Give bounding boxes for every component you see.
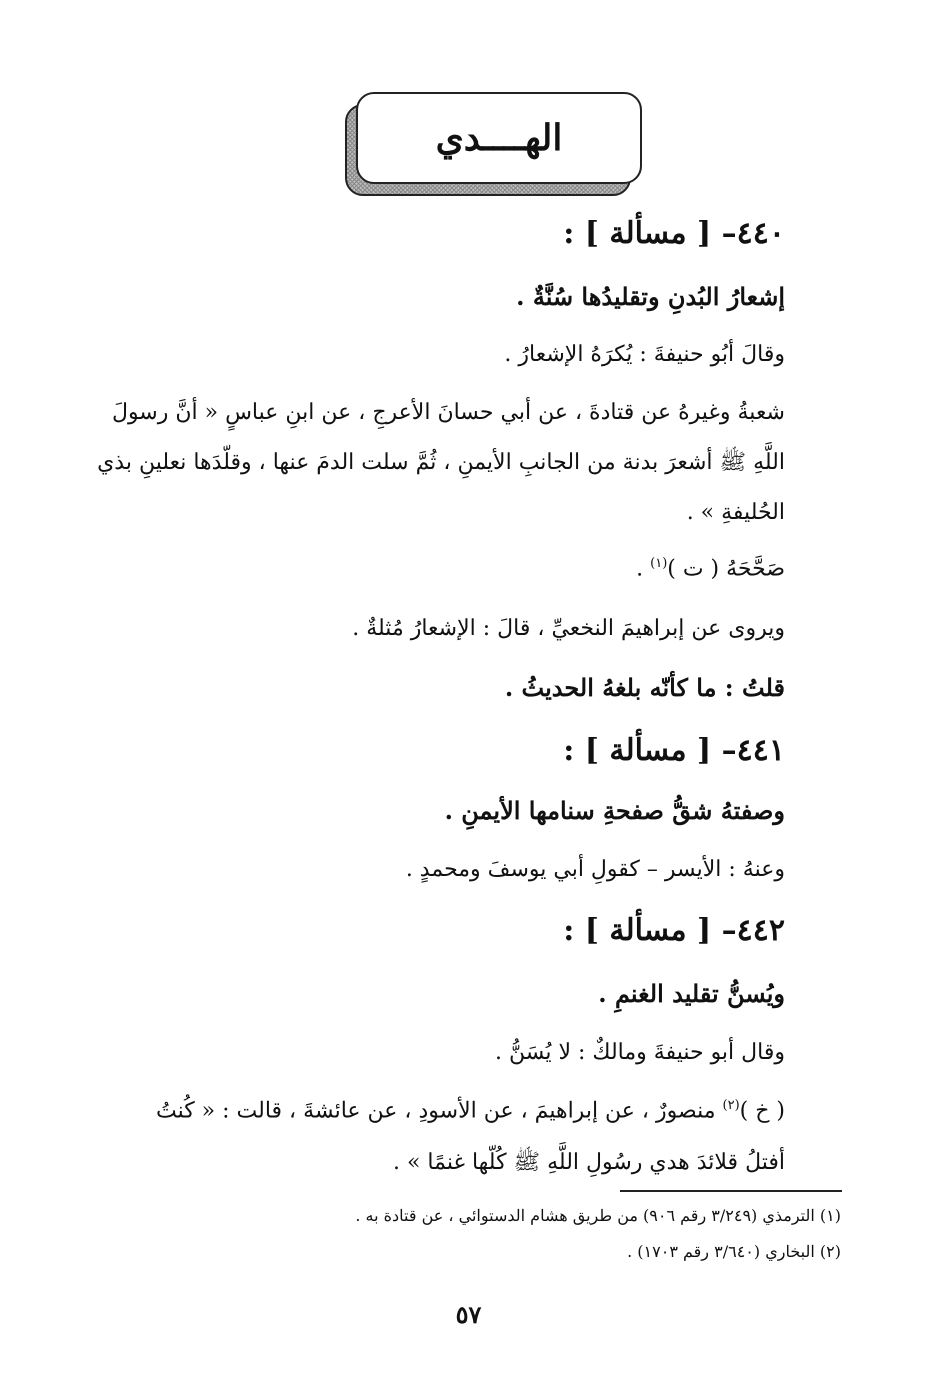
- text-segment: ( خ ): [739, 1098, 785, 1124]
- text-line: ويُسنُّ تقليد الغنمِ .: [598, 979, 785, 1008]
- footnote-2: (٢) البخاري (٣/٦٤٠ رقم ١٧٠٣) .: [627, 1242, 841, 1261]
- page-title: الهــــدي: [435, 117, 563, 159]
- text-line: ويروى عن إبراهيمَ النخعيِّ ، قالَ : الإشعارُ مُثلةٌ .: [352, 616, 785, 641]
- text-line-with-note: [156, 1098, 785, 1125]
- title-box: [356, 92, 642, 184]
- page-number: ٥٧: [455, 1300, 482, 1329]
- text-line: الحُليفةِ » .: [686, 500, 785, 525]
- footnote-divider: [620, 1190, 842, 1192]
- text-line: وقال أبو حنيفةَ ومالكٌ : لا يُسَنُّ .: [495, 1040, 785, 1065]
- text-line: شعبةُ وغيرهُ عن قتادةَ ، عن أبي حسانَ الأعرجِ ، عن ابنِ عباسٍ « أنَّ رسولَ: [111, 400, 785, 425]
- issue-heading-442: ٤٤٢– [ مسألة ] :: [563, 913, 785, 948]
- text-line: إشعارُ البُدنِ وتقليدُها سُنَّةٌ .: [516, 282, 785, 311]
- footnote-marker-2: (٢): [722, 1098, 740, 1113]
- issue-heading-440: ٤٤٠– [ مسألة ] :: [563, 216, 785, 251]
- text-line: وقالَ أبُو حنيفةَ : يُكرَهُ الإشعارُ .: [504, 342, 785, 367]
- text-segment: منصورٌ ، عن إبراهيمَ ، عن الأسودِ ، عن عائشةَ ، قالت : « كُنتُ: [155, 1098, 716, 1124]
- text-segment: صَحَّحَهُ ( ت ): [667, 556, 785, 582]
- text-line: قلتُ : ما كأنّه بلغهُ الحديثُ .: [504, 673, 785, 702]
- footnote-marker-1: (١): [650, 556, 668, 571]
- issue-heading-441: ٤٤١– [ مسألة ] :: [563, 733, 785, 768]
- text-line: وعنهُ : الأيسر – كقولِ أبي يوسفَ ومحمدٍ .: [405, 857, 785, 882]
- text-line: أفتلُ قلائدَ هدي رسُولِ اللَّهِ ﷺ كُلّها غنمًا » .: [392, 1150, 785, 1175]
- text-line: وصفتهُ شقُّ صفحةِ سنامها الأيمنِ .: [444, 796, 785, 825]
- footnote-1: (١) الترمذي (٣/٢٤٩ رقم ٩٠٦) من طريق هشام الدستوائي ، عن قتادة به .: [355, 1206, 841, 1225]
- text-line: اللَّهِ ﷺ أشعرَ بدنة من الجانبِ الأيمنِ ، ثُمَّ سلت الدمَ عنها ، وقلّدَها نعلينِ بذي: [97, 450, 785, 475]
- text-end: .: [636, 556, 644, 582]
- text-line-with-note: [636, 556, 785, 583]
